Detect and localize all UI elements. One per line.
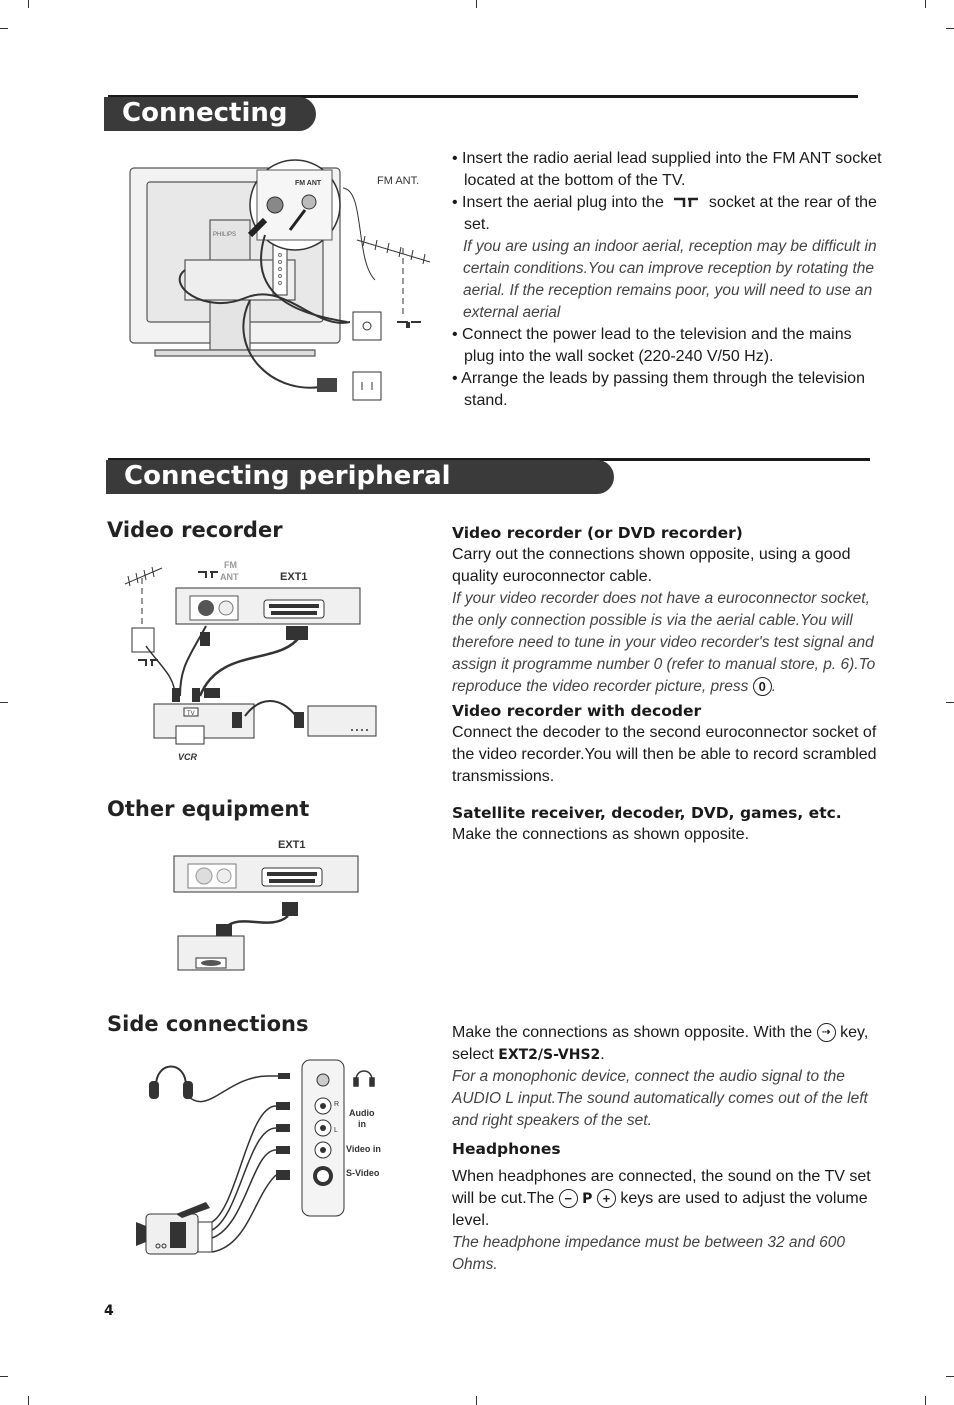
headphones-icon xyxy=(354,1071,374,1086)
crop-mark xyxy=(946,702,954,703)
crop-mark xyxy=(925,1396,926,1405)
subhead-satellite: Satellite receiver, decoder, DVD, games, etc. xyxy=(452,804,842,822)
subhead-headphones: Headphones xyxy=(452,1140,561,1158)
aerial-socket-icon xyxy=(198,572,218,578)
ant-label: ANT xyxy=(220,572,239,582)
in-label: in xyxy=(358,1119,366,1129)
video-recorder-diagram xyxy=(120,556,390,768)
bullet-power: • Connect the power lead to the television and the mains plug into the wall socket (220-240 V/50 Hz). xyxy=(452,326,852,365)
subhead-vcr-dvd: Video recorder (or DVD recorder) xyxy=(452,524,743,542)
crop-mark xyxy=(946,1376,954,1377)
bullet-stand: • Arrange the leads by passing them through the television stand. xyxy=(452,370,865,409)
connecting-text xyxy=(452,148,882,412)
crop-mark xyxy=(925,0,926,8)
decoder-body: Connect the decoder to the second euroconnector socket of the video recorder.You will then be able to record scrambled transmissions. xyxy=(452,724,877,785)
heading-other-equipment: Other equipment xyxy=(107,797,310,821)
vcr-note-end: . xyxy=(771,678,777,695)
aerial-icon xyxy=(125,567,162,626)
zero-key-icon: 0 xyxy=(753,677,772,696)
ext1-label: EXT1 xyxy=(278,839,306,851)
crop-mark xyxy=(0,28,8,29)
fm-label: FM xyxy=(224,560,237,570)
other-equipment-text xyxy=(452,802,892,846)
crop-mark xyxy=(476,1396,477,1405)
aerial-icon xyxy=(357,236,430,315)
bullet-aerial-plug-b: socket at the rear of the set. xyxy=(464,194,877,233)
heading-video-recorder: Video recorder xyxy=(107,518,283,542)
vcr-note-text: If your video recorder does not have a euroconnector socket, the only connection possible is via the aerial cable.You will therefore need to tune in your video recorder's test signal and assign it programme number 0 (refer to manual store, p. 6).To reproduce the video recorder picture, press xyxy=(452,590,876,695)
mono-note: For a monophonic device, connect the audio signal to the AUDIO L input.The sound automatically comes out of the left and right speakers of the set. xyxy=(452,1068,868,1129)
crop-mark xyxy=(28,1396,29,1405)
crop-mark xyxy=(0,702,8,703)
vcr-label: VCR xyxy=(178,752,198,762)
satellite-body: Make the connections as shown opposite. xyxy=(452,826,750,843)
av-key-icon: ⇢ xyxy=(817,1023,836,1042)
crop-mark xyxy=(946,28,954,29)
tv-brand-label: PHILIPS xyxy=(213,232,237,238)
side-body-a: Make the connections as shown opposite. With the xyxy=(452,1024,813,1041)
ext1-label: EXT1 xyxy=(280,571,308,583)
side-connections-text xyxy=(452,1022,892,1276)
p-key-label: P xyxy=(582,1191,593,1207)
s-video-label: S-Video xyxy=(346,1168,380,1178)
video-recorder-text xyxy=(452,522,892,788)
impedance-note: The headphone impedance must be between 32 and 600 Ohms. xyxy=(452,1234,845,1273)
crop-mark xyxy=(0,1376,8,1377)
headphones-body-a: When headphones are connected, the sound on the TV set will be cut.The xyxy=(452,1168,871,1207)
fm-ant-inset-label: FM ANT xyxy=(295,180,322,187)
headphones-body xyxy=(452,1166,892,1232)
other-equipment-diagram xyxy=(170,832,370,982)
bullet-aerial-plug xyxy=(452,192,882,236)
fm-ant-label: FM ANT. xyxy=(377,175,420,187)
headphones-body-b: keys are used to adjust the volume level. xyxy=(452,1190,868,1229)
l-label: L xyxy=(334,1127,338,1134)
tv-aerial-diagram xyxy=(125,150,445,410)
crop-mark xyxy=(28,0,29,8)
minus-key-icon: − xyxy=(559,1189,578,1208)
bullet-aerial-plug-a: • Insert the aerial plug into the xyxy=(452,194,664,211)
video-in-label: Video in xyxy=(346,1144,381,1154)
headphones-icon xyxy=(150,1067,192,1099)
audio-label: Audio xyxy=(349,1108,375,1118)
r-label: R xyxy=(334,1101,340,1108)
crop-mark xyxy=(476,0,477,8)
subhead-vcr-decoder: Video recorder with decoder xyxy=(452,702,702,720)
ext2-key-label: EXT2/S-VHS2 xyxy=(498,1047,601,1063)
tv-label: TV xyxy=(187,711,195,717)
vcr-note xyxy=(452,588,892,698)
side-body-c: . xyxy=(600,1046,605,1063)
side-body-b: key, select xyxy=(452,1024,869,1063)
aerial-socket-icon xyxy=(397,322,421,328)
camcorder-icon xyxy=(136,1202,212,1254)
plus-key-icon: + xyxy=(597,1189,616,1208)
section-title-connecting: Connecting xyxy=(104,97,316,131)
page-number: 4 xyxy=(104,1303,114,1319)
aerial-socket-icon xyxy=(672,197,700,209)
side-body xyxy=(452,1022,892,1066)
side-connections-diagram xyxy=(128,1056,398,1268)
indoor-aerial-note: If you are using an indoor aerial, reception may be difficult in certain conditions.You can improve reception by rotating the aerial. If the reception remains poor, you will need to use an external aerial xyxy=(463,238,877,321)
section-title-peripheral: Connecting peripheral equipment xyxy=(106,460,614,494)
heading-side-connections: Side connections xyxy=(107,1012,309,1036)
vcr-body: Carry out the connections shown opposite, using a good quality euroconnector cable. xyxy=(452,546,851,585)
bullet-fm-ant: • Insert the radio aerial lead supplied into the FM ANT socket located at the bottom of the TV. xyxy=(452,150,882,189)
